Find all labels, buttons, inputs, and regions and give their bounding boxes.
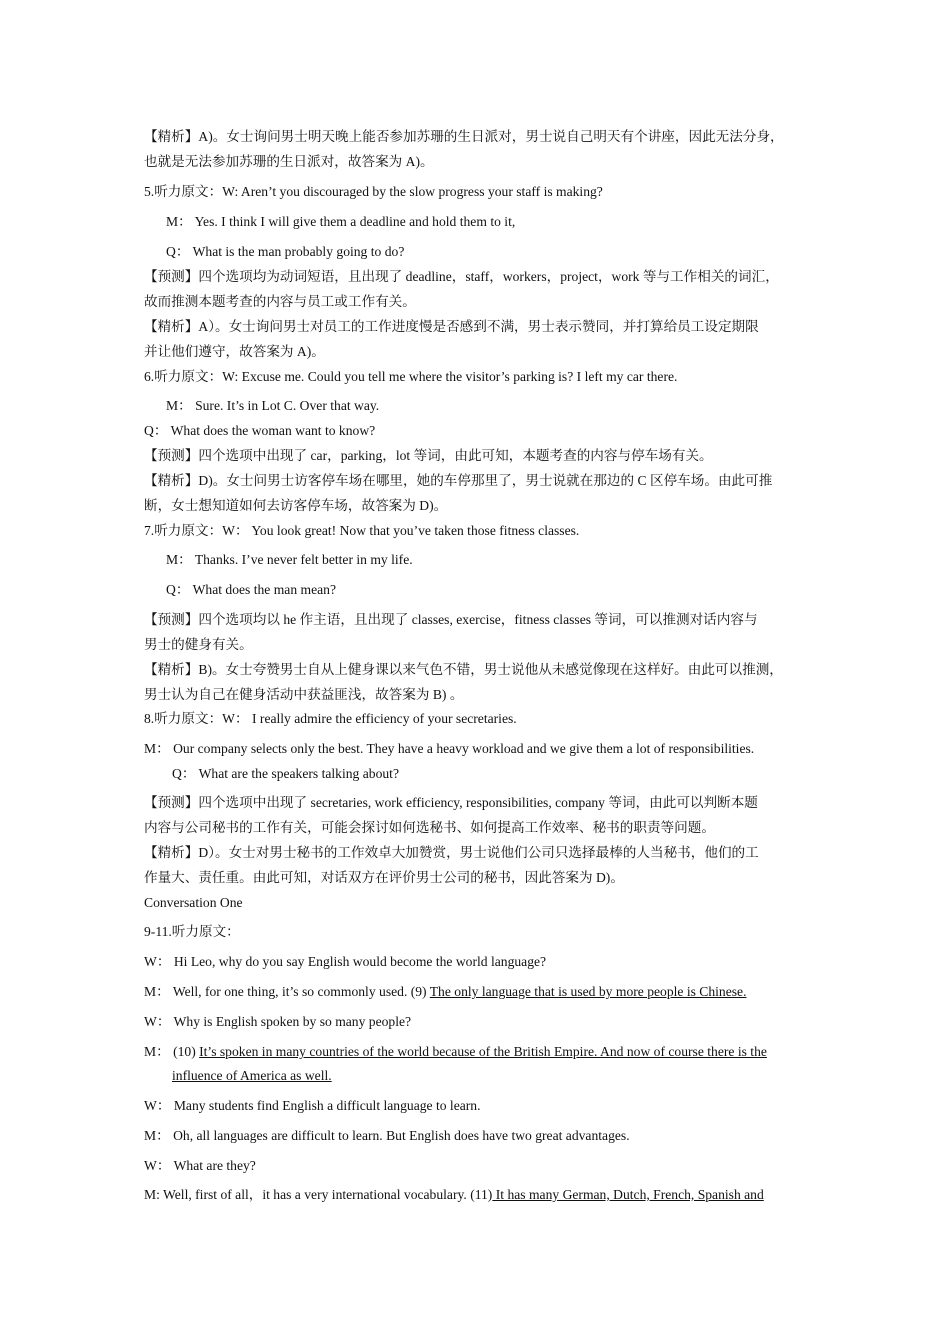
line-text: 故而推测本题考查的内容与员工或工作有关。 <box>144 294 416 309</box>
line-l17 <box>166 551 413 569</box>
line-l24 <box>144 740 754 758</box>
line-text: W： Many students find English a difficult language to learn. <box>144 1098 481 1113</box>
line-text: 断，女士想知道如何去访客停车场，故答案为 D)。 <box>144 498 448 513</box>
line-l38 <box>144 1127 630 1145</box>
line-l29 <box>144 869 624 887</box>
line-text: 6.听力原文：W: Excuse me. Could you tell me where the visitor’s parking is? I left my car there. <box>144 369 678 384</box>
line-l28 <box>144 844 759 862</box>
underlined-answer-text: It’s spoken in many countries of the world because of the British Empire. And now of course there is the <box>199 1044 767 1059</box>
line-text: 【精析】A）。女士询问男士对员工的工作进度慢是否感到不满，男士表示赞同，并打算给员工设定期限 <box>144 319 759 334</box>
line-l14 <box>144 472 772 490</box>
line-l10 <box>144 368 677 386</box>
line-l01 <box>144 128 784 146</box>
underlined-answer-text: influence of America as well. <box>172 1068 332 1083</box>
line-l04 <box>166 213 515 231</box>
line-text: Q： What are the speakers talking about? <box>172 766 399 781</box>
line-l33 <box>144 983 747 1001</box>
line-l18 <box>166 581 336 599</box>
line-l21 <box>144 661 783 679</box>
line-text: M： Well, for one thing, it’s so commonly used. (9) <box>144 984 430 999</box>
line-text: 9-11.听力原文： <box>144 924 240 939</box>
line-l06 <box>144 268 779 286</box>
line-text: 5.听力原文：W: Aren’t you discouraged by the slow progress your staff is making? <box>144 184 603 199</box>
line-l16 <box>144 522 579 540</box>
line-l13 <box>144 447 713 465</box>
line-l36 <box>172 1067 332 1085</box>
line-text: Q： What is the man probably going to do? <box>166 244 405 259</box>
line-text: M： Sure. It’s in Lot C. Over that way. <box>166 398 380 413</box>
underlined-answer-text: The only language that is used by more people is Chinese. <box>429 984 747 999</box>
line-text: M: Well, first of all，it has a very international vocabulary. (11) <box>144 1187 493 1202</box>
line-text: W： Why is English spoken by so many people? <box>144 1014 412 1029</box>
line-text: 也就是无法参加苏珊的生日派对，故答案为 A)。 <box>144 154 434 169</box>
line-text: Q： What does the woman want to know? <box>144 423 376 438</box>
line-text: M： Oh, all languages are difficult to learn. But English does have two great advantages. <box>144 1128 630 1143</box>
line-text: M： (10) <box>144 1044 200 1059</box>
line-l40 <box>144 1186 764 1204</box>
line-l23 <box>144 710 517 728</box>
line-l07 <box>144 293 416 311</box>
line-text: 【预测】四个选项中出现了 secretaries, work efficiency, responsibilities, company 等词，由此可以判断本题 <box>144 795 758 810</box>
line-l35 <box>144 1043 767 1061</box>
line-l03 <box>144 183 603 201</box>
line-text: 【预测】四个选项均以 he 作主语，且出现了 classes, exercise，fitness classes 等词，可以推测对话内容与 <box>144 612 758 627</box>
line-l39 <box>144 1157 256 1175</box>
line-l20 <box>144 636 253 654</box>
line-text: 7.听力原文：W： You look great! Now that you’ve taken those fitness classes. <box>144 523 580 538</box>
line-text: 【精析】D）。女士对男士秘书的工作效卓大加赞赏，男士说他们公司只选择最棒的人当秘书，他们的工 <box>144 845 759 860</box>
line-text: Q： What does the man mean? <box>166 582 336 597</box>
line-l37 <box>144 1097 481 1115</box>
line-l02 <box>144 153 434 171</box>
line-l22 <box>144 686 463 704</box>
line-l12 <box>144 422 375 440</box>
line-text: 男士的健身有关。 <box>144 637 253 652</box>
underlined-answer-text: It has many German, Dutch, French, Spanish and <box>492 1187 764 1202</box>
line-l26 <box>144 794 758 812</box>
line-l25 <box>172 765 399 783</box>
line-text: 男士认为自己在健身活动中获益匪浅，故答案为 B) 。 <box>144 687 464 702</box>
line-text: M： Yes. I think I will give them a deadline and hold them to it, <box>166 214 516 229</box>
line-l19 <box>144 611 758 629</box>
line-text: 【预测】四个选项均为动词短语，且出现了 deadline，staff，workers，project，work 等与工作相关的词汇， <box>144 269 779 284</box>
line-text: 【精析】D)。女士问男士访客停车场在哪里，她的车停那里了，男士说就在那边的 C 区停车场。由此可推 <box>144 473 773 488</box>
line-text: M： Our company selects only the best. They have a heavy workload and we give them a lot of responsibilities. <box>144 741 755 756</box>
line-l09 <box>144 343 325 361</box>
line-text: 【精析】B)。女士夸赞男士自从上健身课以来气色不错，男士说他从未感觉像现在这样好。由此可以推测， <box>144 662 783 677</box>
line-l11 <box>166 397 379 415</box>
line-l05 <box>166 243 404 261</box>
line-text: W： What are they? <box>144 1158 256 1173</box>
line-l32 <box>144 953 546 971</box>
line-l08 <box>144 318 759 336</box>
line-text: 8.听力原文：W： I really admire the efficiency of your secretaries. <box>144 711 517 726</box>
line-text: 作量大、责任重。由此可知，对话双方在评价男士公司的秘书，因此答案为 D)。 <box>144 870 624 885</box>
line-text: 内容与公司秘书的工作有关，可能会探讨如何选秘书、如何提高工作效率、秘书的职责等问题。 <box>144 820 715 835</box>
line-text: M： Thanks. I’ve never felt better in my life. <box>166 552 413 567</box>
line-text: W： Hi Leo, why do you say English would become the world language? <box>144 954 547 969</box>
line-l15 <box>144 497 447 515</box>
line-l30 <box>144 894 243 912</box>
line-l27 <box>144 819 715 837</box>
line-l31 <box>144 923 240 941</box>
line-text: 【精析】A)。女士询问男士明天晚上能否参加苏珊的生日派对，男士说自己明天有个讲座，因此无法分身， <box>144 129 784 144</box>
line-text: 【预测】四个选项中出现了 car，parking，lot 等词，由此可知，本题考查的内容与停车场有关。 <box>144 448 713 463</box>
line-l34 <box>144 1013 411 1031</box>
line-text: 并让他们遵守，故答案为 A)。 <box>144 344 325 359</box>
line-text: Conversation One <box>144 895 243 910</box>
